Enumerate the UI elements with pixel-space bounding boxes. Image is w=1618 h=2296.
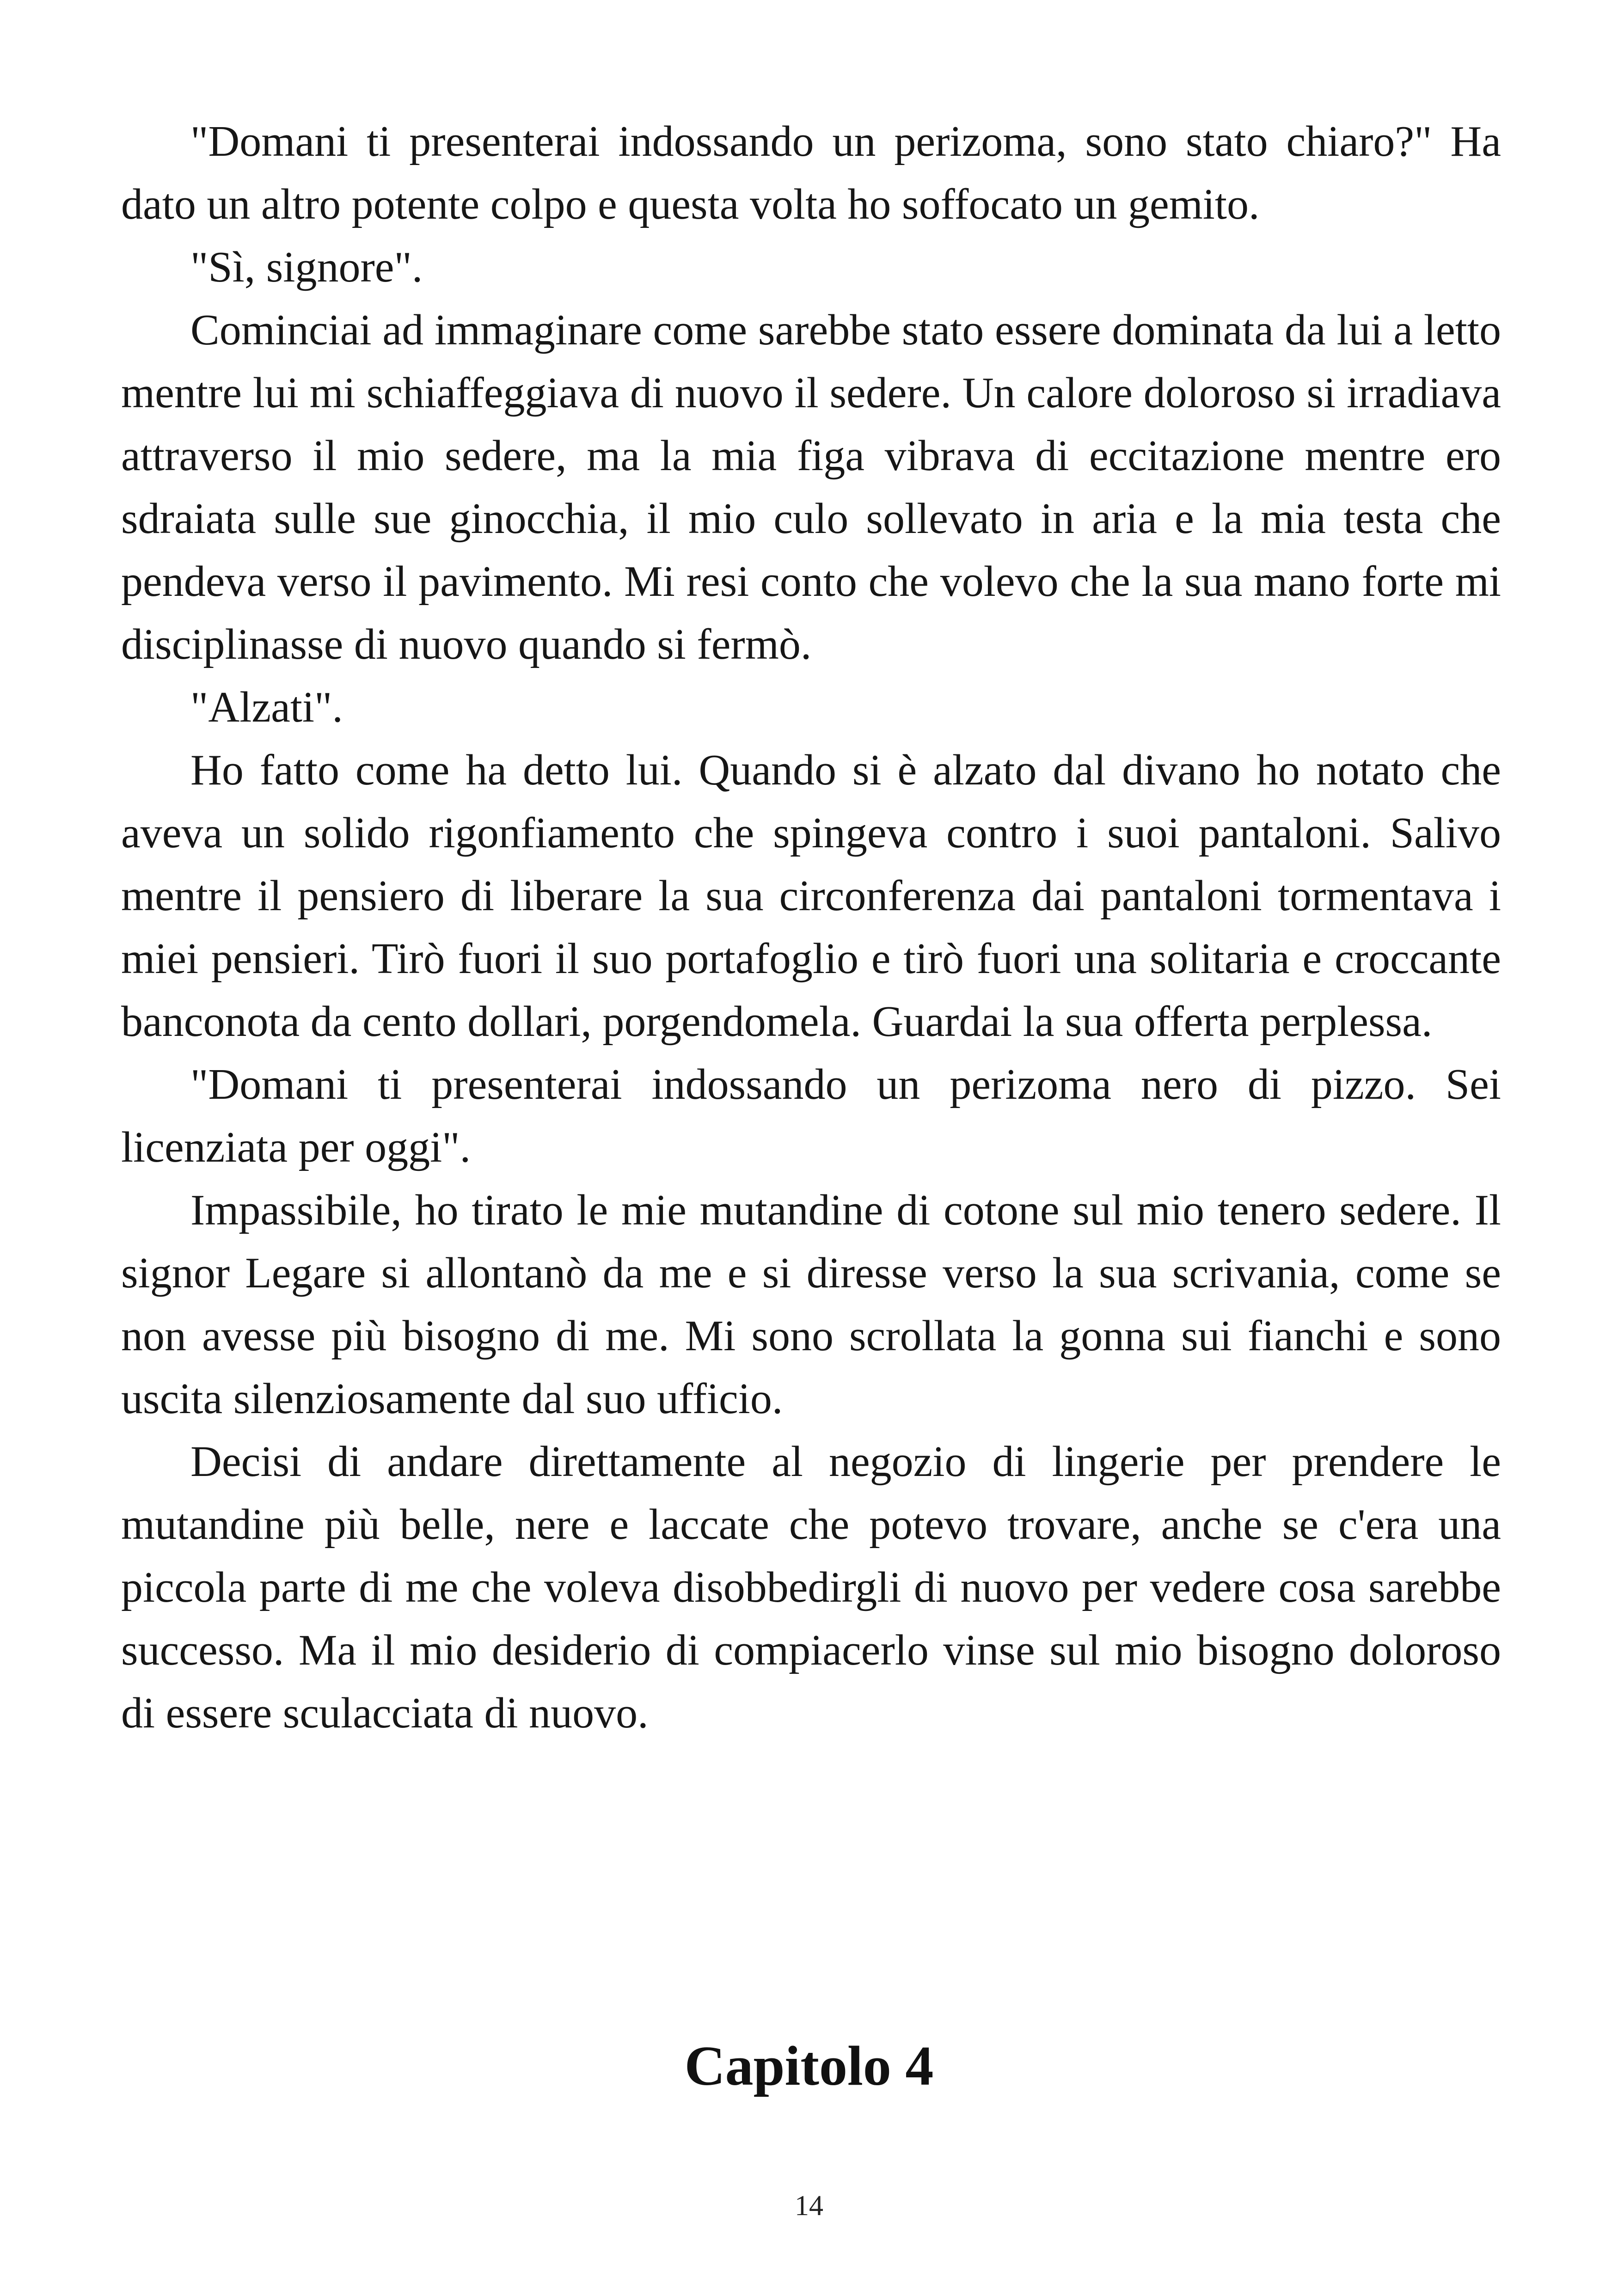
paragraph: "Sì, signore". xyxy=(190,243,423,291)
paragraph: "Domani ti presenterai indossando un perizoma, sono stato chiaro?" Ha dato un altro potente colpo e questa volta ho soffocato un gemito. xyxy=(121,117,1501,228)
paragraph: Impassibile, ho tirato le mie mutandine di cotone sul mio tenero sedere. Il signor Legare si allontanò da me e si diresse verso la sua scrivania, come se non avesse più bisogno di me. Mi sono scrollata la gonna sui fianchi e sono uscita silenziosamente dal suo ufficio. xyxy=(121,1186,1501,1423)
chapter-heading: Capitolo 4 xyxy=(684,2035,934,2097)
paragraph: Decisi di andare direttamente al negozio di lingerie per prendere le mutandine più belle, nere e laccate che potevo trovare, anche se c'era una piccola parte di me che voleva disobbedirgli di nuovo per vedere cosa sarebbe successo. Ma il mio desiderio di compiacerlo vinse sul mio bisogno doloroso di essere sculacciata di nuovo. xyxy=(121,1438,1501,1737)
paragraph: "Alzati". xyxy=(190,683,343,731)
page-number: 14 xyxy=(795,2190,823,2222)
paragraph: Cominciai ad immaginare come sarebbe stato essere dominata da lui a letto mentre lui mi schiaffeggiava di nuovo il sedere. Un calore doloroso si irradiava attraverso il mio sedere, ma la mia figa vibrava di eccitazione mentre ero sdraiata sulle sue ginocchia, il mio culo sollevato in aria e la mia testa che pendeva verso il pavimento. Mi resi conto che volevo che la sua mano forte mi disciplinasse di nuovo quando si fermò. xyxy=(121,306,1501,668)
paragraph: Ho fatto come ha detto lui. Quando si è alzato dal divano ho notato che aveva un solido rigonfiamento che spingeva contro i suoi pantaloni. Salivo mentre il pensiero di liberare la sua circonferenza dai pantaloni tormentava i miei pensieri. Tirò fuori il suo portafoglio e tirò fuori una solitaria e croccante banconota da cento dollari, porgendomela. Guardai la sua offerta perplessa. xyxy=(121,746,1501,1046)
paragraph: "Domani ti presenterai indossando un perizoma nero di pizzo. Sei licenziata per oggi". xyxy=(121,1060,1501,1171)
body-text xyxy=(121,110,1501,1745)
